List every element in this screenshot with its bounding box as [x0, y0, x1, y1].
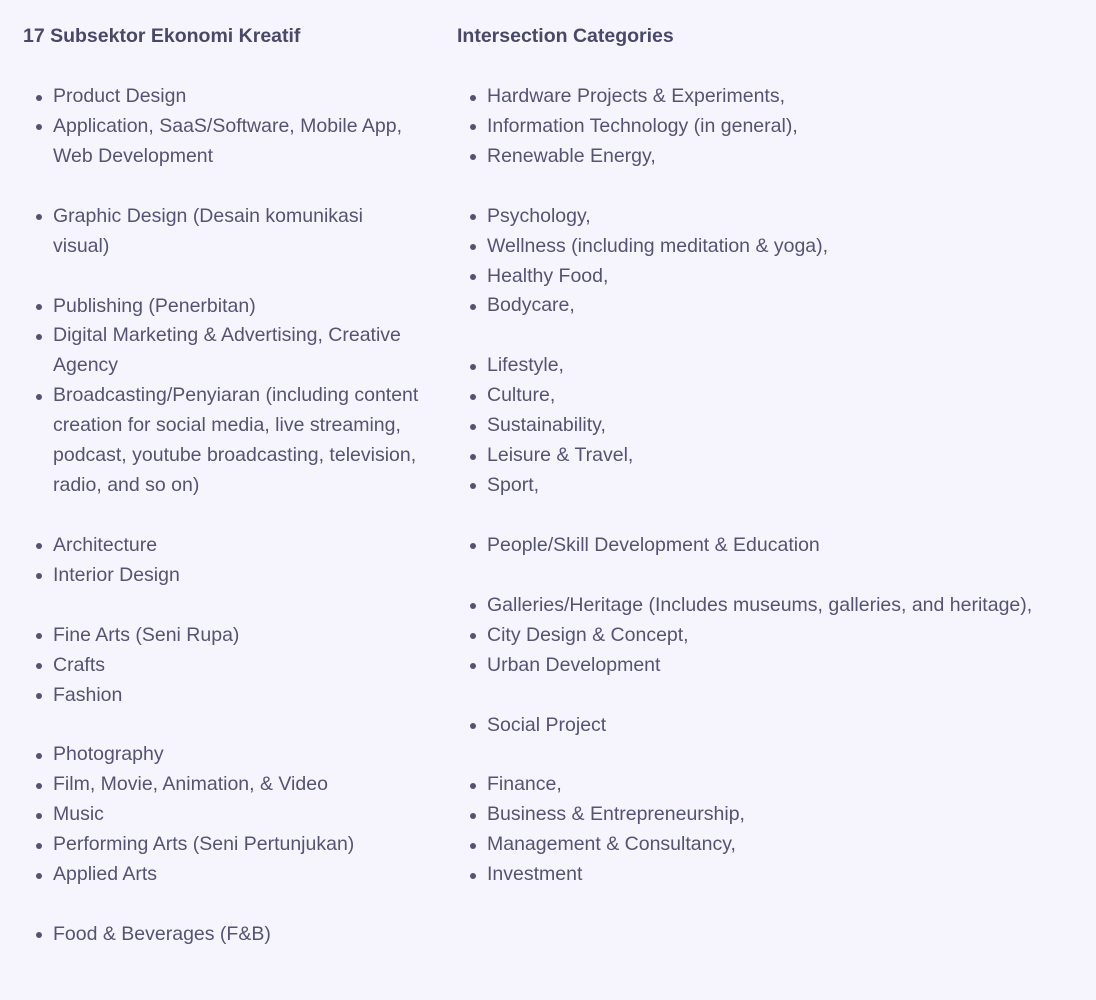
list-item: Culture,: [457, 381, 1087, 411]
list-item: Broadcasting/Penyiaran (including content creation for social media, live streaming, podcast, youtube broadcasting, television, radio, and so on): [23, 381, 423, 501]
bullet-group: [457, 770, 1087, 890]
list-item: Galleries/Heritage (Includes museums, galleries, and heritage),: [457, 591, 1087, 621]
list-item: Music: [23, 800, 423, 830]
list-item: Sport,: [457, 471, 1087, 501]
bullet-group: [23, 740, 423, 890]
list-item: Finance,: [457, 770, 1087, 800]
bullet-group: [23, 202, 423, 262]
bullet-group: [457, 202, 1087, 322]
list-item: Hardware Projects & Experiments,: [457, 82, 1087, 112]
list-item: Application, SaaS/Software, Mobile App, Web Development: [23, 112, 423, 172]
bullet-group: [23, 621, 423, 711]
list-item: Urban Development: [457, 651, 1087, 681]
list-item: Performing Arts (Seni Pertunjukan): [23, 830, 423, 860]
intersection-title: Intersection Categories: [457, 25, 674, 47]
list-item: Management & Consultancy,: [457, 830, 1087, 860]
list-item: Social Project: [457, 711, 1087, 741]
list-item: Fine Arts (Seni Rupa): [23, 621, 423, 651]
list-item: Psychology,: [457, 202, 1087, 232]
subsektor-column: [23, 22, 423, 980]
subsektor-title: 17 Subsektor Ekonomi Kreatif: [23, 25, 301, 47]
list-item: Food & Beverages (F&B): [23, 920, 423, 950]
list-item: Fashion: [23, 681, 423, 711]
list-item: Crafts: [23, 651, 423, 681]
list-item: Product Design: [23, 82, 423, 112]
list-item: Business & Entrepreneurship,: [457, 800, 1087, 830]
list-item: Photography: [23, 740, 423, 770]
bullet-group: [457, 82, 1087, 172]
bullet-group: [23, 292, 423, 501]
bullet-group: [23, 82, 423, 172]
bullet-group: [457, 351, 1087, 501]
list-item: City Design & Concept,: [457, 621, 1087, 651]
list-item: Healthy Food,: [457, 262, 1087, 292]
list-item: Lifestyle,: [457, 351, 1087, 381]
list-item: Investment: [457, 860, 1087, 890]
list-item: Graphic Design (Desain komunikasi visual): [23, 202, 423, 262]
list-item: Architecture: [23, 531, 423, 561]
bullet-group: [23, 531, 423, 591]
intersection-column: [457, 22, 1087, 920]
bullet-group: [457, 711, 1087, 741]
bullet-group: [457, 591, 1087, 681]
bullet-group: [457, 531, 1087, 561]
list-item: Renewable Energy,: [457, 142, 1087, 172]
list-item: People/Skill Development & Education: [457, 531, 1087, 561]
list-item: Information Technology (in general),: [457, 112, 1087, 142]
list-item: Leisure & Travel,: [457, 441, 1087, 471]
list-item: Bodycare,: [457, 291, 1087, 321]
list-item: Wellness (including meditation & yoga),: [457, 232, 1087, 262]
list-item: Sustainability,: [457, 411, 1087, 441]
list-item: Digital Marketing & Advertising, Creative Agency: [23, 321, 423, 381]
list-item: Publishing (Penerbitan): [23, 292, 423, 322]
bullet-group: [23, 920, 423, 950]
subsektor-groups: [23, 82, 423, 950]
list-item: Film, Movie, Animation, & Video: [23, 770, 423, 800]
list-item: Applied Arts: [23, 860, 423, 890]
intersection-groups: [457, 82, 1087, 890]
list-item: Interior Design: [23, 561, 423, 591]
